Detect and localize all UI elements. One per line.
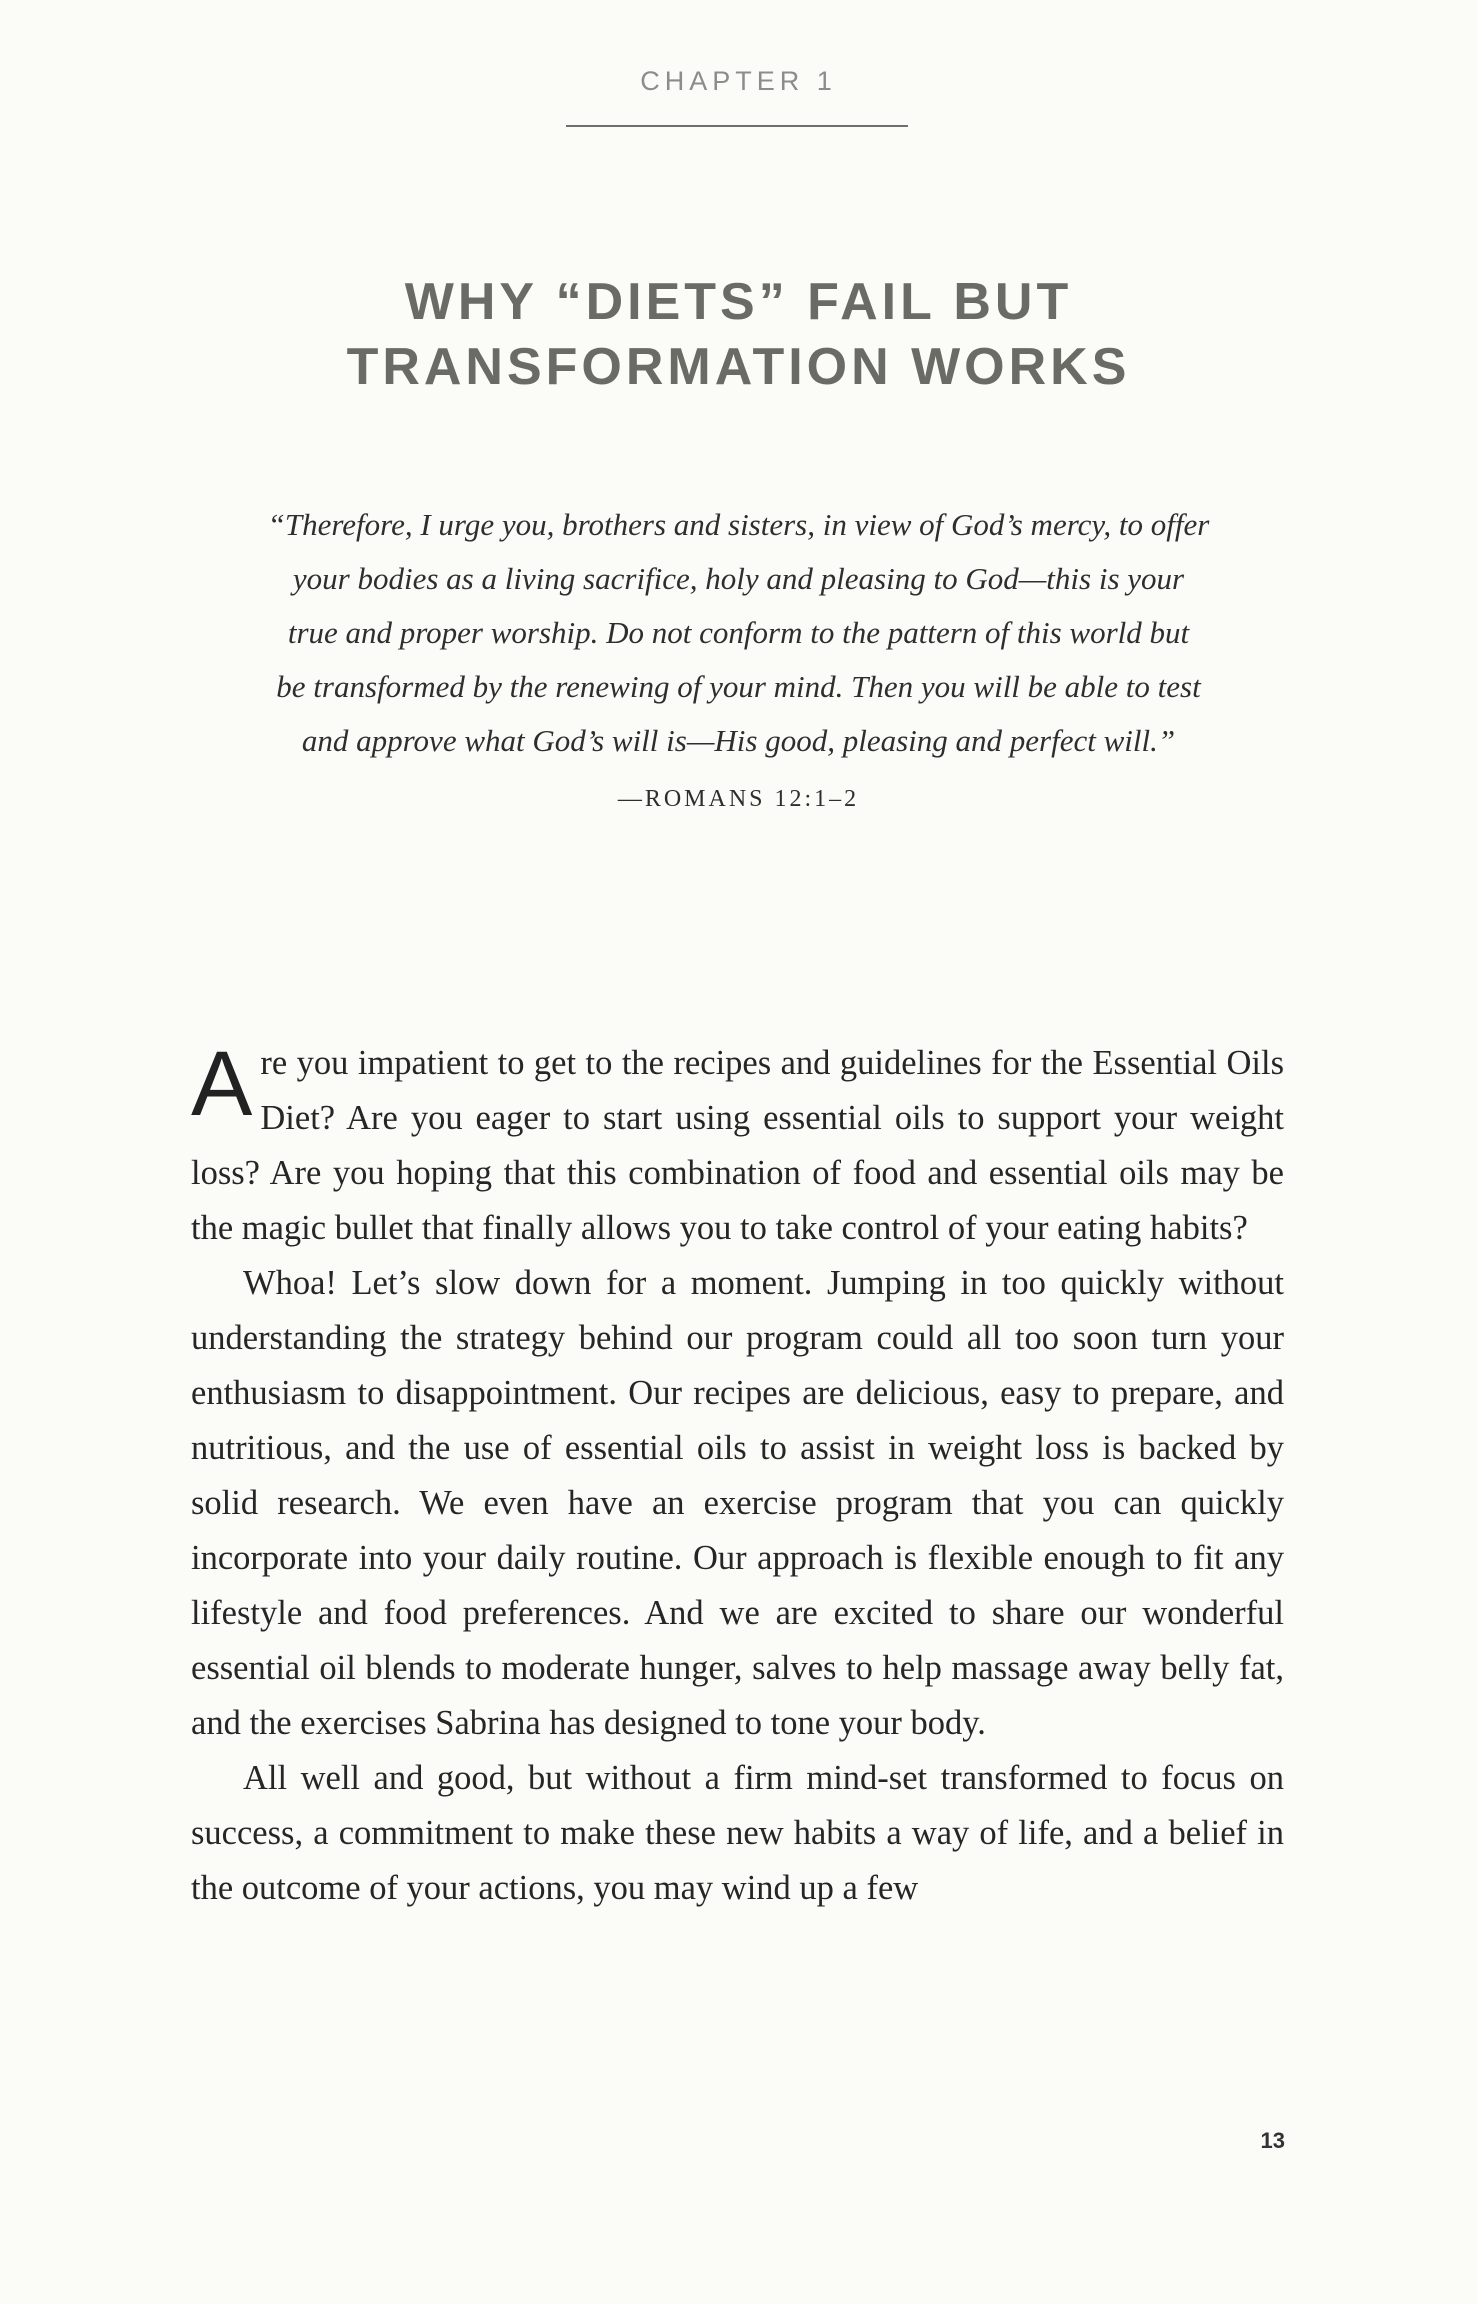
chapter-title: [0, 270, 1477, 400]
paragraph-1: [191, 1033, 1284, 1256]
body-text: [191, 1033, 1284, 1916]
paragraph-1-text: re you impatient to get to the recipes and guidelines for the Essential Oils Diet? Are you eager to start using essential oils to support your weight loss? Are you hoping that this combination of food and essential oils may be the magic bullet that finally allows you to take control of your eating habits?: [191, 1044, 1284, 1247]
page-number: 13: [1260, 2128, 1285, 2153]
epigraph-attribution: —ROMANS 12:1–2: [617, 786, 860, 812]
chapter-label: CHAPTER 1: [640, 66, 837, 96]
epigraph-line: be transformed by the renewing of your mind. Then you will be able to test: [276, 669, 1201, 704]
paragraph-2: Whoa! Let’s slow down for a moment. Jumping in too quickly without understanding the strategy behind our program could all too soon turn your enthusiasm to disappointment. Our recipes are delicious, easy to prepare, and nutritious, and the use of essential oils to assist in weight loss is backed by solid research. We even have an exercise program that you can quickly incorporate into your daily routine. Our approach is flexible enough to fit any lifestyle and food preferences. And we are excited to share our wonderful essential oil blends to moderate hunger, salves to help massage away belly fat, and the exercises Sabrina has designed to tone your body.: [191, 1264, 1284, 1742]
epigraph-line: “Therefore, I urge you, brothers and sisters, in view of God’s mercy, to offer: [267, 507, 1210, 542]
epigraph-line: your bodies as a living sacrifice, holy and pleasing to God—this is your: [292, 561, 1185, 596]
chapter-title-line-1: WHY “DIETS” FAIL BUT: [404, 273, 1073, 331]
chapter-title-line-2: TRANSFORMATION WORKS: [346, 338, 1131, 396]
drop-cap: A: [191, 1033, 253, 1135]
paragraph-3: All well and good, but without a firm mind-set transformed to focus on success, a commitment to make these new habits a way of life, and a belief in the outcome of your actions, you may wind up a few: [191, 1759, 1284, 1907]
epigraph-quote: [190, 498, 1287, 768]
epigraph-line: and approve what God’s will is—His good, pleasing and perfect will.”: [301, 723, 1176, 758]
epigraph-line: true and proper worship. Do not conform to the pattern of this world but: [287, 615, 1190, 650]
chapter-divider: [566, 125, 908, 127]
